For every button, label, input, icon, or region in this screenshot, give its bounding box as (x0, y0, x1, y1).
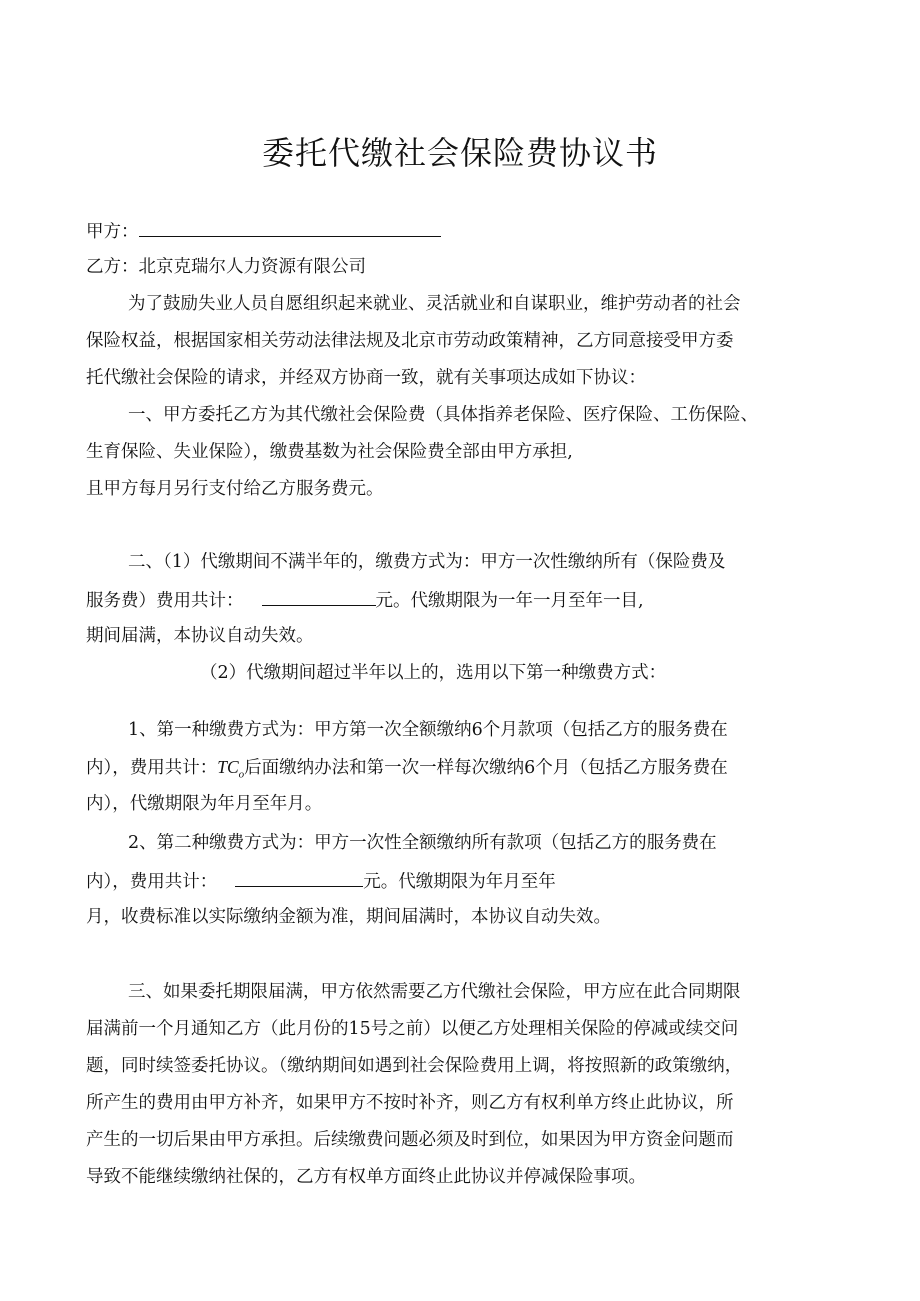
option2-total-blank (235, 868, 363, 887)
option2-total-label: 内），费用共计： (86, 872, 218, 892)
party-b-label: 乙方： (86, 257, 139, 277)
clause3-line-1: 三、如果委托期限届满，甲方依然需要乙方代缴社会保险，甲方应在此合同期限 (128, 982, 741, 1002)
party-a-label: 甲方： (86, 222, 139, 242)
option1-line-1: 1、第一种缴费方式为：甲方第一次全额缴纳6个月款项（包括乙方的服务费在 (128, 720, 728, 740)
intro-line-3: 托代缴社会保险的请求，并经双方协商一致，就有关事项达成如下协议： (86, 368, 646, 388)
clause3-line-2: 届满前一个月通知乙方（此月份的15号之前）以便乙方处理相关保险的停减或续交问 (86, 1019, 739, 1039)
option1-tc-symbol: $TC_o$ (217, 757, 245, 781)
clause3-line-6: 导致不能继续缴纳社保的，乙方有权单方面终止此协议并停减保险事项。 (86, 1167, 646, 1187)
option1-total-label: 内），费用共计： (86, 758, 218, 778)
option2-period-text: 元。代缴期限为年月至年 (363, 872, 556, 892)
clause2-line-2 (86, 587, 644, 613)
option1-line-2 (86, 755, 728, 787)
clause1-line-2: 生育保险、失业保险），缴费基数为社会保险费全部由甲方承担, (86, 442, 573, 462)
intro-line-1: 为了鼓励失业人员自愿组织起来就业、灵活就业和自谋职业，维护劳动者的社会 (128, 294, 741, 314)
clause2-line-1: 二、（1）代缴期间不满半年的，缴费方式为：甲方一次性缴纳所有（保险费及 (128, 552, 726, 572)
party-a-blank (139, 218, 441, 237)
option2-line-1: 2、第二种缴费方式为：甲方一次性全额缴纳所有款项（包括乙方的服务费在 (128, 833, 717, 853)
party-b-name: 北京克瑞尔人力资源有限公司 (138, 257, 366, 277)
option1-line-2-text: 后面缴纳办法和第一次一样每次缴纳6个月（包括乙方服务费在 (244, 758, 728, 778)
clause1-line-3: 且甲方每月另行支付给乙方服务费元。 (86, 479, 384, 499)
clause2-line-3: 期间届满，本协议自动失效。 (86, 626, 314, 646)
clause3-line-5: 产生的一切后果由甲方承担。后续缴费问题必须及时到位，如果因为甲方资金问题而 (86, 1130, 734, 1150)
clause3-line-3: 题，同时续签委托协议。（缴纳期间如遇到社会保险费用上调，将按照新的政策缴纳， (86, 1056, 743, 1076)
clause2-total-label: 服务费）费用共计： (86, 591, 244, 611)
intro-line-2: 保险权益，根据国家相关劳动法律法规及北京市劳动政策精神，乙方同意接受甲方委 (86, 331, 734, 351)
party-b-line (86, 255, 366, 279)
option2-line-2 (86, 868, 556, 894)
option2-line-3: 月，收费标准以实际缴纳金额为准，期间届满时，本协议自动失效。 (86, 907, 611, 927)
clause2-total-blank (262, 587, 376, 606)
clause1-line-1: 一、甲方委托乙方为其代缴社会保险费（具体指养老保险、医疗保险、工伤保险、 (128, 405, 758, 425)
option1-line-3: 内），代缴期限为年月至年月。 (86, 794, 323, 814)
clause3-line-4: 所产生的费用由甲方补齐，如果甲方不按时补齐，则乙方有权利单方终止此协议，所 (86, 1093, 734, 1113)
clause2-sub2-heading: （2）代缴期间超过半年以上的，选用以下第一种缴费方式： (200, 663, 667, 683)
document-title: 委托代缴社会保险费协议书 (261, 134, 658, 172)
party-a-line (86, 218, 441, 244)
clause2-period-text: 元。代缴期限为一年一月至年一目, (375, 591, 644, 611)
